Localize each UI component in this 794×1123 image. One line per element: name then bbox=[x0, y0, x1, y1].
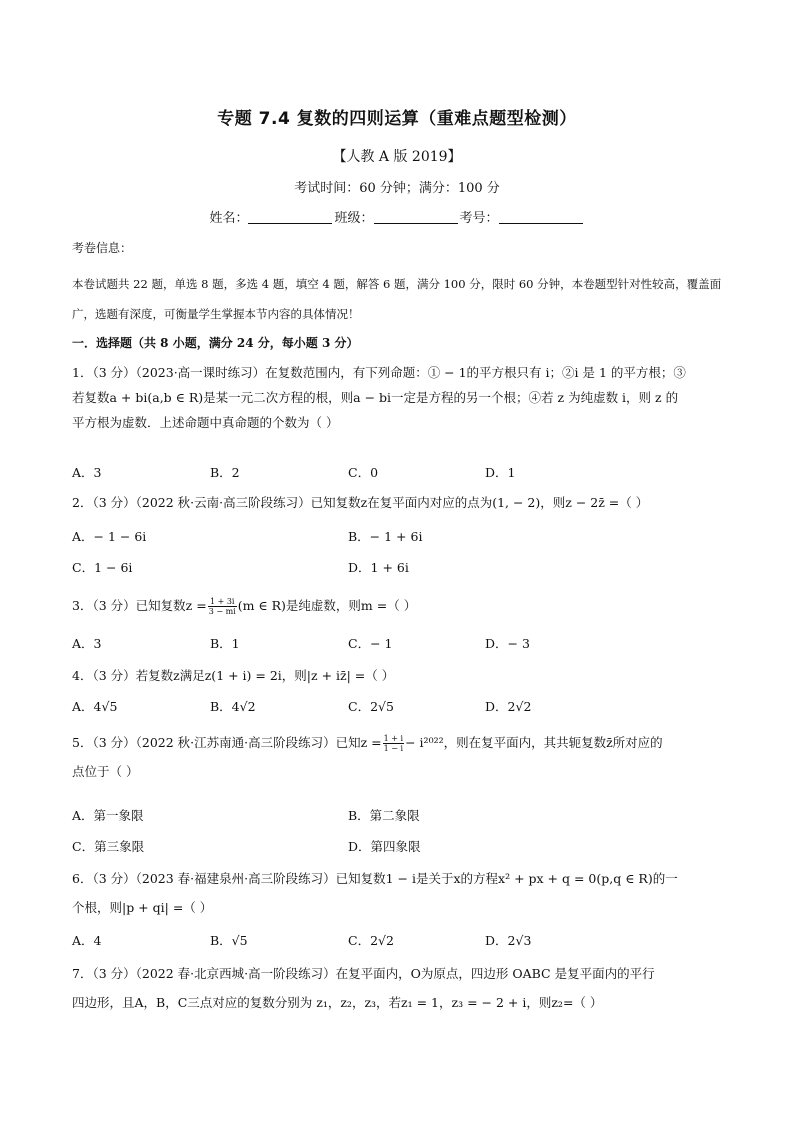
option-c[interactable]: C．2√2 bbox=[348, 933, 394, 948]
option-d[interactable]: D．第四象限 bbox=[348, 839, 421, 854]
student-fields bbox=[0, 207, 794, 226]
id-label: 考号： bbox=[459, 211, 499, 226]
question-6-options bbox=[72, 931, 726, 951]
class-field[interactable] bbox=[374, 210, 458, 224]
question-2-options-row-1 bbox=[72, 527, 726, 547]
question-1-line-2: 若复数a + bi(a,b ∈ R)是某一元二次方程的根，则a − bi一定是方程的另一个根；④若 z 为纯虚数 i，则 z 的 bbox=[72, 390, 679, 405]
exam-time: 考试时间：60 分钟；满分：100 分 bbox=[294, 181, 500, 196]
question-1-line-1: 1．（3 分）（2023·高一课时练习）在复数范围内，有下列命题：① − 1的平方根只有 i；②i 是 1 的平方根；③ bbox=[72, 365, 686, 380]
option-a[interactable]: A．3 bbox=[72, 636, 102, 651]
question-5-options-row-2 bbox=[72, 837, 726, 857]
option-a[interactable]: A．第一象限 bbox=[72, 808, 144, 823]
section-title: 一．选择题（共 8 小题，满分 24 分，每小题 3 分） bbox=[72, 336, 359, 350]
option-a[interactable]: A．4 bbox=[72, 933, 102, 948]
option-a[interactable]: A．3 bbox=[72, 465, 102, 480]
question-5: 5．（3 分）（2022 秋·江苏南通·高三阶段练习）已知z = $\frac{1 + i}{1 - i}$ − i²⁰²²，则在复平面内，其共轭复数z̄所对应的 点位于（ ） bbox=[72, 730, 726, 784]
name-label: 姓名： bbox=[209, 211, 249, 226]
name-field[interactable] bbox=[248, 210, 332, 224]
fraction: $\frac{1 + 3i}{3 - mi}$ bbox=[208, 597, 236, 616]
info-body: 本卷试题共 22 题，单选 8 题，多选 4 题，填空 4 题，解答 6 题，满分 100 分，限时 60 分钟，本卷题型针对性较高，覆盖面广，选题有深度，可衡量学生掌握本节内容的具体情况！ bbox=[72, 277, 722, 321]
option-d[interactable]: D．2√3 bbox=[485, 933, 532, 948]
option-b[interactable]: B．2 bbox=[210, 465, 240, 480]
option-c[interactable]: C．2√5 bbox=[348, 699, 394, 714]
option-c[interactable]: C．0 bbox=[348, 465, 379, 480]
question-7-line-2: 四边形，且A，B，C三点对应的复数分别为 z₁，z₂，z₃，若z₁ = 1，z₃ = − 2 + i，则z₂=（ ） bbox=[72, 995, 603, 1010]
question-1-options bbox=[72, 463, 726, 483]
question-5-line-2: 点位于（ ） bbox=[72, 764, 139, 779]
option-d[interactable]: D．1 bbox=[485, 465, 516, 480]
question-6-line-2: 个根，则|p + qi| =（ ） bbox=[72, 900, 213, 915]
option-d[interactable]: D．1 + 6i bbox=[348, 560, 409, 575]
question-3: 3．（3 分）已知复数z = $\frac{1 + 3i}{3 - mi}$ (m ∈ R)是纯虚数，则m =（ ） bbox=[72, 597, 417, 616]
option-d[interactable]: D．2√2 bbox=[485, 699, 532, 714]
question-2-options-row-2 bbox=[72, 558, 726, 578]
question-4-options bbox=[72, 697, 726, 717]
info-heading: 考卷信息： bbox=[72, 241, 133, 255]
option-b[interactable]: B．4√2 bbox=[210, 699, 256, 714]
option-c[interactable]: C．1 − 6i bbox=[72, 560, 133, 575]
question-3-options bbox=[72, 634, 726, 654]
option-a[interactable]: A．4√5 bbox=[72, 699, 118, 714]
question-7-stem: 在复平面内，O为原点，四边形 OABC 是复平面内的平行 bbox=[335, 966, 655, 981]
option-a[interactable]: A．− 1 − 6i bbox=[72, 529, 147, 544]
option-d[interactable]: D．− 3 bbox=[485, 636, 530, 651]
option-b[interactable]: B．1 bbox=[210, 636, 240, 651]
question-5-options-row-1 bbox=[72, 806, 726, 826]
question-2-stem: 已知复数z在复平面内对应的点为(1, − 2)，则z − 2z̄ =（ ） bbox=[310, 495, 649, 510]
option-b[interactable]: B．√5 bbox=[210, 933, 248, 948]
option-b[interactable]: B．第二象限 bbox=[348, 808, 420, 823]
edition-subtitle: 【人教 A 版 2019】 bbox=[332, 149, 462, 165]
question-2: 2．（3 分）（2022 秋·云南·高三阶段练习）已知复数z在复平面内对应的点为(1, − 2)，则z − 2z̄ =（ ） bbox=[72, 495, 649, 510]
question-4: 4．（3 分）若复数z满足z(1 + i) = 2i，则|z + iz̄| =（ ） bbox=[72, 668, 395, 683]
question-1 bbox=[72, 360, 726, 435]
class-label: 班级： bbox=[334, 211, 374, 226]
option-b[interactable]: B．− 1 + 6i bbox=[348, 529, 423, 544]
question-4-stem: 若复数z满足z(1 + i) = 2i，则|z + iz̄| =（ ） bbox=[135, 668, 395, 683]
id-field[interactable] bbox=[499, 210, 583, 224]
option-c[interactable]: C．第三象限 bbox=[72, 839, 145, 854]
option-c[interactable]: C．− 1 bbox=[348, 636, 393, 651]
fraction: $\frac{1 + i}{1 - i}$ bbox=[383, 734, 404, 753]
question-6: 6．（3 分）（2023 春·福建泉州·高三阶段练习）已知复数1 − i是关于x的方程x² + px + q = 0(p,q ∈ R)的一 个根，则|p + qi| =（ ） bbox=[72, 866, 726, 920]
question-6-stem: 已知复数1 − i是关于x的方程x² + px + q = 0(p,q ∈ R)的一 bbox=[335, 871, 678, 886]
page-title: 专题 7.4 复数的四则运算（重难点题型检测） bbox=[217, 109, 577, 129]
question-7: 7．（3 分）（2022 春·北京西城·高一阶段练习）在复平面内，O为原点，四边形 OABC 是复平面内的平行 四边形，且A，B，C三点对应的复数分别为 z₁，z₂，z₃，若z₁ = 1，z₃ = − 2 + i，则z₂=（ ） bbox=[72, 961, 726, 1015]
question-1-line-3: 平方根为虚数．上述命题中真命题的个数为（ ） bbox=[72, 415, 339, 430]
